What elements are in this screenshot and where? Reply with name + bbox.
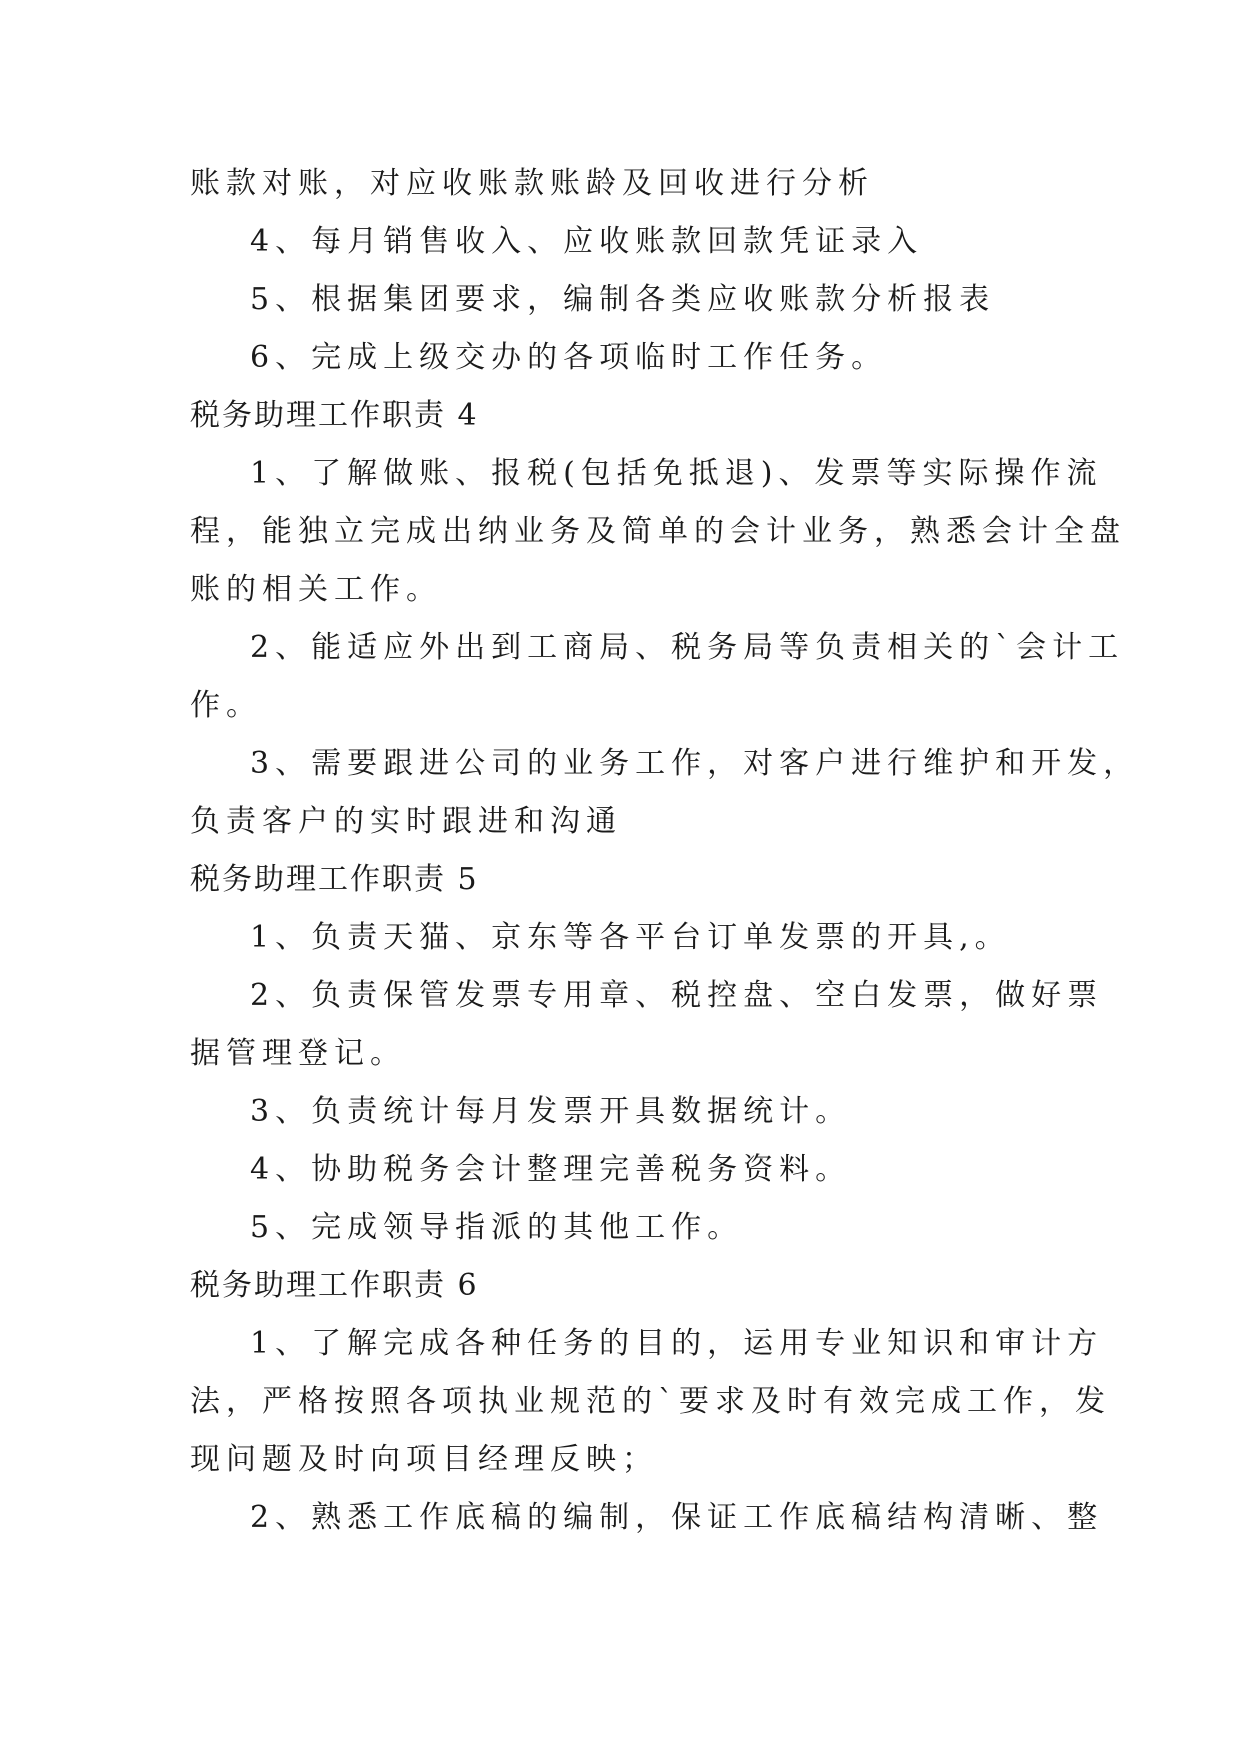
text-line: 5、根据集团要求，编制各类应收账款分析报表	[250, 282, 996, 317]
text-line: 账的相关工作。	[190, 572, 442, 607]
text-line: 3、负责统计每月发票开具数据统计。	[250, 1094, 852, 1129]
text-line: 作。	[190, 688, 262, 723]
text-line: 4、每月销售收入、应收账款回款凭证录入	[250, 224, 924, 259]
text-line: 法，严格按照各项执业规范的`要求及时有效完成工作，发	[190, 1384, 1111, 1419]
text-line: 5、完成领导指派的其他工作。	[250, 1210, 744, 1245]
text-line: 1、了解完成各种任务的目的，运用专业知识和审计方	[250, 1326, 1104, 1361]
text-line: 据管理登记。	[190, 1036, 406, 1071]
section-heading: 税务助理工作职责 5	[190, 862, 479, 897]
text-line: 4、协助税务会计整理完善税务资料。	[250, 1152, 852, 1187]
text-line: 账款对账，对应收账款账龄及回收进行分析	[190, 166, 874, 201]
text-line: 2、负责保管发票专用章、税控盘、空白发票，做好票	[250, 978, 1104, 1013]
text-line: 1、负责天猫、京东等各平台订单发票的开具,。	[250, 920, 1011, 955]
section-heading: 税务助理工作职责 4	[190, 398, 479, 433]
text-line: 3、需要跟进公司的业务工作，对客户进行维护和开发，	[250, 746, 1140, 781]
text-line: 2、熟悉工作底稿的编制，保证工作底稿结构清晰、整	[250, 1500, 1104, 1535]
text-line: 1、了解做账、报税(包括免抵退)、发票等实际操作流	[250, 456, 1103, 491]
text-line: 程，能独立完成出纳业务及简单的会计业务，熟悉会计全盘	[190, 514, 1126, 549]
text-line: 2、能适应外出到工商局、税务局等负责相关的`会计工	[250, 630, 1125, 665]
section-heading: 税务助理工作职责 6	[190, 1268, 479, 1303]
text-line: 6、完成上级交办的各项临时工作任务。	[250, 340, 888, 375]
text-line: 负责客户的实时跟进和沟通	[190, 804, 622, 839]
text-line: 现问题及时向项目经理反映；	[190, 1442, 658, 1477]
